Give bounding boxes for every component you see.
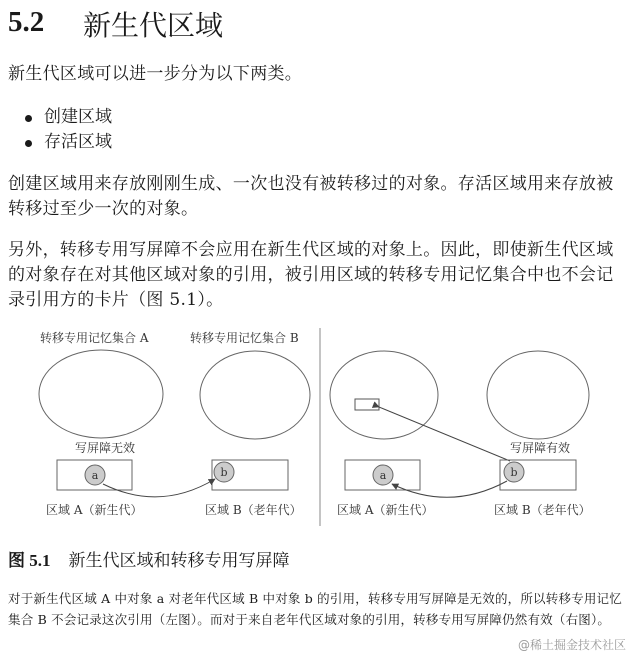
barrier-invalid-label: 写屏障无效 [75,441,136,455]
card-entry [355,399,379,410]
object-b-label: b [220,466,228,479]
remembered-set-b [487,351,589,439]
paragraph-regions: 创建区域用来存放刚刚生成、一次也没有被转移过的对象。存活区域用来存放被转移过至少一次的对象。 [8,174,614,219]
remembered-set-b-label: 转移专用记忆集合 B [190,331,299,345]
reference-arrow-b-to-a [392,481,507,497]
region-a-label: 区域 A（新生代） [337,503,434,517]
object-a-label: a [379,469,387,482]
paragraph-write-barrier: 另外，转移专用写屏障不会应用在新生代区域的对象上。因此，即使新生代区域的对象存在对其他区域对象的引用，被引用区域的转移专用记忆集合中也不会记录引用方的卡片（图 5.1）。 [8,240,614,310]
list-item: 存活区域 [22,130,112,155]
figure-number: 图 5.1 [8,551,51,570]
remembered-set-a [39,350,163,438]
barrier-valid-label: 写屏障有效 [510,441,571,455]
list-item: 创建区域 [22,105,112,130]
remembered-set-reference [379,407,510,461]
region-type-list [22,105,112,155]
object-a-label: a [91,469,99,482]
section-number: 5.2 [8,6,45,38]
figure-caption [8,546,290,571]
remembered-set-b [200,351,310,439]
intro-paragraph: 新生代区域可以进一步分为以下两类。 [8,64,303,84]
remembered-set-a [330,351,438,439]
region-b-label: 区域 B（老年代） [494,503,591,517]
region-b-label: 区域 B（老年代） [205,503,302,517]
region-a-label: 区域 A（新生代） [46,503,143,517]
section-title: 新生代区域 [83,9,224,42]
reference-arrow-a-to-b [103,479,215,497]
figure-note: 对于新生代区域 A 中对象 a 对老年代区域 B 中对象 b 的引用，转移专用写屏障是无效的，所以转移专用记忆集合 B 不会记录这次引用（左图）。而对于来自老年代区域对象的引用，转移专用写屏障仍然有效（右图）。 [8,591,622,627]
figure-diagram [0,322,634,532]
remembered-set-a-label: 转移专用记忆集合 A [40,331,149,345]
watermark: @稀土掘金技术社区 [517,638,626,652]
object-b-label: b [510,466,518,479]
figure-caption-text: 新生代区域和转移专用写屏障 [68,551,290,571]
